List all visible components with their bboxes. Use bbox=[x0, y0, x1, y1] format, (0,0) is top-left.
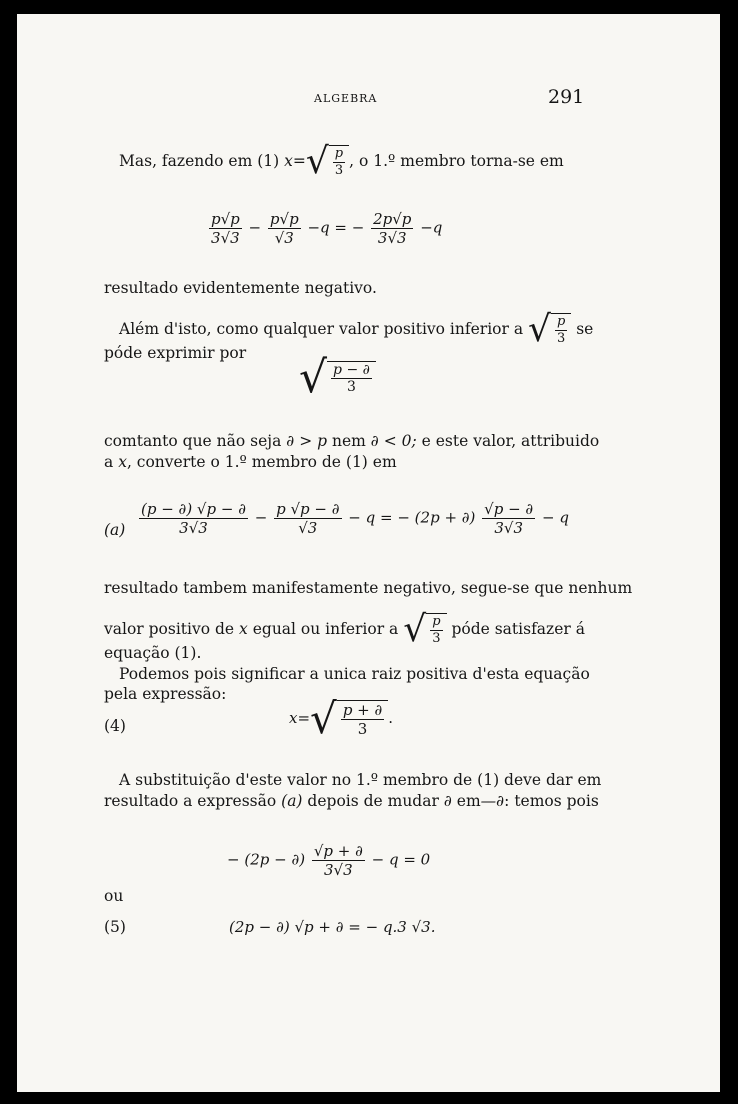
math-inequality: ∂ > p bbox=[286, 432, 328, 450]
equation-5: (2p − ∂) √p + ∂ = − q.3 √3. bbox=[229, 918, 436, 936]
text-segment: : temos pois bbox=[504, 792, 599, 810]
equation-4: x=√ $\frac{p + \partial}{3}$ . bbox=[289, 694, 394, 743]
ref-a: (a) bbox=[281, 792, 303, 810]
operator: − bbox=[248, 218, 262, 237]
denominator: 3√3 bbox=[371, 228, 413, 247]
numerator: p + ∂ bbox=[342, 701, 383, 719]
term: − q = 0 bbox=[371, 850, 431, 869]
text-segment: em bbox=[456, 792, 481, 810]
denominator: 3√3 bbox=[209, 228, 242, 247]
text-line-9: equação (1). bbox=[104, 644, 202, 662]
text-line-12: A substituição d'este valor no 1.º membro de (1) deve dar em bbox=[119, 771, 602, 789]
text-segment: nem bbox=[331, 432, 366, 450]
text-segment: póde satisfazer á bbox=[451, 620, 585, 638]
text-segment: se bbox=[576, 320, 594, 338]
denominator: 3 bbox=[430, 630, 442, 647]
math-delta: —∂ bbox=[480, 792, 505, 810]
text-segment: Mas, fazendo em (1) bbox=[119, 152, 280, 170]
denominator: 3√3 bbox=[139, 518, 248, 537]
text-segment: depois de mudar bbox=[307, 792, 439, 810]
numerator: p − ∂ bbox=[333, 362, 370, 378]
denominator: 3 bbox=[331, 378, 372, 395]
text-line-6 bbox=[104, 453, 397, 472]
sqrt-p-over-3 bbox=[403, 609, 446, 650]
denominator: 3 bbox=[333, 162, 345, 179]
text-segment: comtanto que não seja bbox=[104, 432, 282, 450]
math-equals: = bbox=[292, 152, 306, 170]
text-segment: , o 1.º membro torna-se em bbox=[349, 152, 564, 170]
equation-1 bbox=[207, 210, 442, 247]
math-x: x bbox=[289, 709, 298, 727]
numerator: p bbox=[334, 146, 344, 162]
text-line-11: pela expressão: bbox=[104, 685, 227, 703]
math-delta: ∂ bbox=[443, 792, 452, 810]
text-line-5 bbox=[104, 432, 599, 451]
denominator: 3√3 bbox=[312, 860, 365, 879]
text-line-1 bbox=[119, 141, 564, 182]
text-line-8 bbox=[104, 609, 585, 650]
numerator: p√p bbox=[211, 210, 240, 228]
numerator: p √p − ∂ bbox=[276, 500, 340, 518]
denominator: 3 bbox=[555, 330, 567, 347]
text-line-13 bbox=[104, 792, 599, 811]
denominator: 3 bbox=[341, 719, 384, 738]
numerator: √p − ∂ bbox=[484, 500, 534, 518]
equation-b bbox=[227, 842, 430, 879]
operator: = − bbox=[334, 218, 365, 237]
sqrt-p-over-3 bbox=[528, 309, 571, 350]
operator: = bbox=[297, 709, 311, 727]
text-line-4: póde exprimir por bbox=[104, 344, 247, 362]
expression-sqrt-p-minus-delta-over-3 bbox=[299, 352, 376, 403]
numerator: 2p√p bbox=[373, 210, 412, 228]
text-segment: a bbox=[104, 453, 114, 471]
equation-label-5: (5) bbox=[104, 918, 126, 936]
numerator: √p + ∂ bbox=[313, 842, 363, 860]
book-page bbox=[17, 14, 720, 1092]
text-line-7: resultado tambem manifestamente negativo, segue-se que nenhum bbox=[104, 579, 633, 597]
text-segment: resultado a expressão bbox=[104, 792, 277, 810]
equation-a bbox=[137, 500, 569, 537]
radical-sign-icon: √ bbox=[528, 309, 551, 350]
math-x: x bbox=[239, 620, 248, 638]
denominator: 3√3 bbox=[482, 518, 535, 537]
text-segment: Além d'isto, como qualquer valor positivo inferior a bbox=[119, 320, 524, 338]
text-segment: , converte o 1.º membro de (1) em bbox=[126, 453, 397, 471]
numerator: p bbox=[556, 314, 566, 330]
equation-label-a: (a) bbox=[104, 521, 126, 539]
text-line-2: resultado evidentemente negativo. bbox=[104, 279, 377, 297]
radical-sign-icon: √ bbox=[403, 609, 427, 650]
numerator: p bbox=[432, 614, 441, 630]
term: −q bbox=[307, 218, 330, 237]
math-x: x bbox=[284, 152, 293, 170]
running-header: ALGEBRA bbox=[314, 92, 378, 105]
denominator: √3 bbox=[268, 228, 301, 247]
math-x: x bbox=[118, 453, 127, 471]
text-line-14: ou bbox=[104, 887, 124, 905]
term: − (2p − ∂) bbox=[227, 850, 306, 869]
operator: − bbox=[254, 508, 268, 527]
text-segment: e este valor, attribuido bbox=[421, 432, 600, 450]
equation-label-4: (4) bbox=[104, 717, 126, 735]
radical-sign-icon: √ bbox=[299, 352, 328, 403]
numerator: (p − ∂) √p − ∂ bbox=[141, 500, 246, 518]
term: − q bbox=[541, 508, 569, 527]
radical-sign-icon: √ bbox=[305, 141, 329, 182]
text-line-3 bbox=[119, 309, 594, 350]
math-inequality: ∂ < 0; bbox=[370, 432, 417, 450]
denominator: √3 bbox=[274, 518, 341, 537]
radical-sign-icon: √ bbox=[310, 694, 337, 743]
text-line-10: Podemos pois significar a unica raiz positiva d'esta equação bbox=[119, 665, 590, 683]
term: −q bbox=[420, 218, 443, 237]
term: − q = − (2p + ∂) bbox=[348, 508, 476, 527]
numerator: p√p bbox=[269, 210, 299, 228]
page-number: 291 bbox=[548, 86, 585, 108]
text-segment: egual ou inferior a bbox=[252, 620, 399, 638]
sqrt-p-over-3 bbox=[305, 141, 349, 182]
text-segment: valor positivo de bbox=[104, 620, 235, 638]
